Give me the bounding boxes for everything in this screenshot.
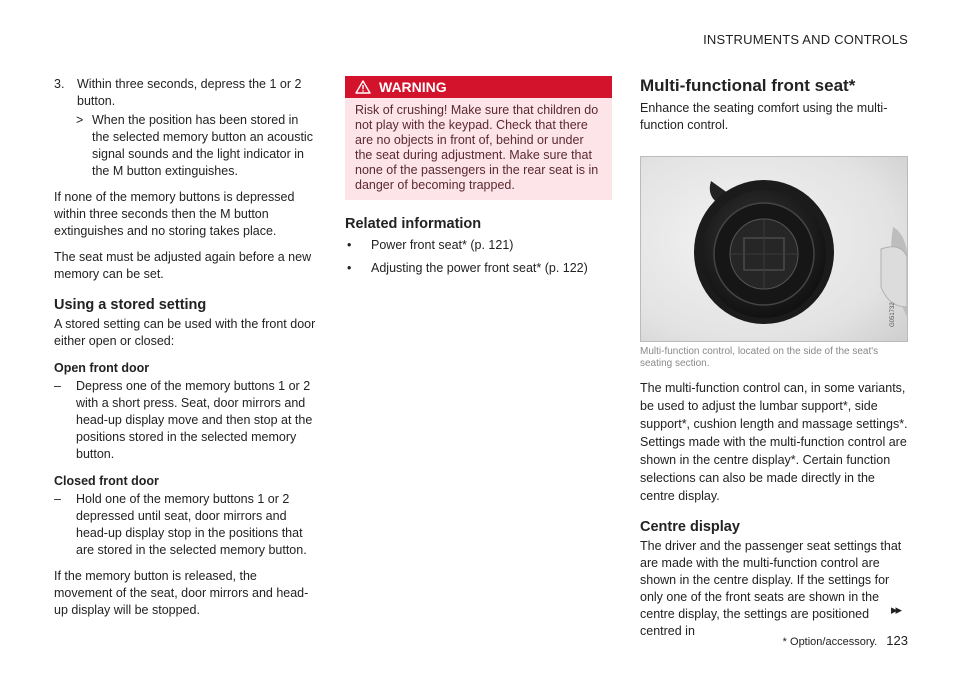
list-item-text: Depress one of the memory buttons 1 or 2 with a short press. Seat, door mirrors and head-up display move and then stop at the positions stored in the selected memory button. <box>76 379 313 461</box>
warning-title: WARNING <box>379 78 447 95</box>
multi-function-control-image <box>640 156 908 342</box>
section-heading-centre-display: Centre display <box>640 519 740 535</box>
warning-triangle-icon <box>355 80 371 94</box>
continue-arrows-icon: ▸▸ <box>890 602 900 617</box>
step-3 <box>54 76 316 110</box>
footnote-option: * Option/accessory. <box>782 636 878 648</box>
column-2 <box>345 76 612 277</box>
seat-control-illustration <box>641 157 907 341</box>
intro-paragraph: Enhance the seating comfort using the multi-function control. <box>640 101 888 132</box>
step-number: 3. <box>54 77 65 91</box>
warning-text: Risk of crushing! Make sure that children do not play with the keypad. Check that there are no objects in front of, behind or under the seat during adjustment. Make sure that none of the passengers in the rear seat is in danger of becoming trapped. <box>355 103 599 192</box>
page-number: 123 <box>886 633 908 648</box>
related-link-text: Adjusting the power front seat* (p. 122) <box>371 261 588 275</box>
page-title: Multi-functional front seat* <box>640 76 856 95</box>
step-result <box>54 112 316 180</box>
paragraph: If the memory button is released, the movement of the seat, door mirrors and head-up display will be stopped. <box>54 569 309 617</box>
result-text: When the position has been stored in the selected memory button an acoustic signal sounds and the light indicator in the M button extinguishes. <box>92 113 313 178</box>
page-footer <box>783 633 908 648</box>
warning-header <box>345 76 612 98</box>
column-3 <box>640 76 908 640</box>
subheading-open-door: Open front door <box>54 361 150 375</box>
subheading-closed-door: Closed front door <box>54 474 159 488</box>
list-item <box>54 378 316 463</box>
related-link-text: Power front seat* (p. 121) <box>371 238 514 252</box>
section-heading-using: Using a stored setting <box>54 297 207 313</box>
running-header: INSTRUMENTS AND CONTROLS <box>703 32 908 47</box>
related-link[interactable] <box>345 260 612 277</box>
image-caption: Multi-function control, located on the side of the seat's seating section. <box>640 346 879 369</box>
bullet: • <box>347 238 352 252</box>
paragraph: A stored setting can be used with the front door either open or closed: <box>54 317 316 348</box>
related-info-heading: Related information <box>345 216 482 232</box>
list-item-text: Hold one of the memory buttons 1 or 2 depressed until seat, door mirrors and head-up display stop in the positions that are stored in the selected memory button. <box>76 492 307 557</box>
paragraph: The seat must be adjusted again before a new memory can be set. <box>54 250 312 281</box>
dash-marker: – <box>54 492 61 506</box>
list-item <box>54 491 316 559</box>
paragraph: The driver and the passenger seat settings that are made with the multi-function control are shown in the centre display. If the settings for only one of the front seats are shown in the centre display, the settings are positioned centred in <box>640 539 902 638</box>
column-1 <box>54 76 316 619</box>
dash-marker: – <box>54 379 61 393</box>
paragraph: If none of the memory buttons is depressed within three seconds then the M button extinguishes and no storing takes place. <box>54 190 295 238</box>
related-link[interactable] <box>345 237 612 254</box>
image-code: G051732 <box>890 302 896 327</box>
warning-box <box>345 76 612 200</box>
step-text: Within three seconds, depress the 1 or 2 button. <box>77 77 302 108</box>
paragraph: The multi-function control can, in some variants, be used to adjust the lumbar support*, side support*, cushion length and massage settings*. Settings made with the multi-function control are shown in the centre display*. Certain function selections can also be made directly in the centre display. <box>640 381 908 503</box>
bullet: • <box>347 261 352 275</box>
result-marker: > <box>76 113 84 127</box>
